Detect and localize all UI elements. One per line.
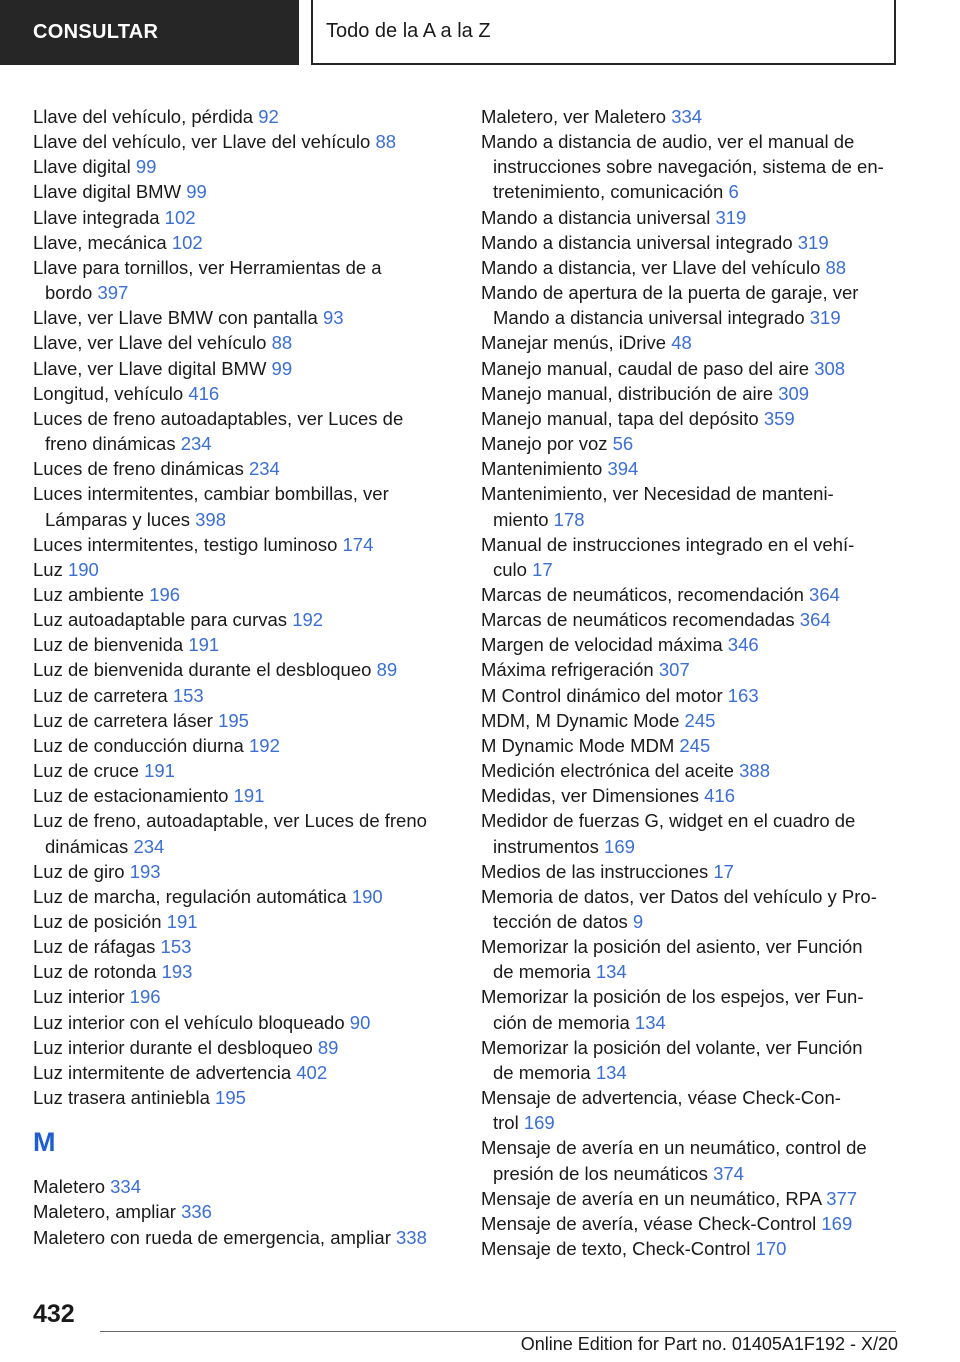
page-reference-link[interactable]: 397 bbox=[97, 282, 129, 304]
index-entry bbox=[33, 984, 453, 1009]
chapter-header bbox=[311, 0, 896, 65]
page-reference-link[interactable]: 134 bbox=[634, 1011, 666, 1033]
index-entry bbox=[481, 708, 906, 733]
page-reference-link[interactable]: 359 bbox=[763, 407, 795, 429]
index-entry bbox=[33, 1174, 453, 1199]
index-entry bbox=[481, 406, 906, 431]
index-entry bbox=[481, 934, 906, 984]
index-entry-text: Luz de cruce bbox=[33, 760, 139, 782]
index-entry-text: Mensaje de avería en un neumático, RPA bbox=[481, 1187, 822, 1209]
page-reference-link[interactable]: 191 bbox=[144, 760, 175, 782]
index-entry bbox=[481, 859, 906, 884]
index-entry bbox=[33, 179, 453, 204]
index-entry-text: Margen de velocidad máxima bbox=[481, 634, 723, 656]
page-reference-link[interactable]: 319 bbox=[797, 231, 829, 253]
index-entry-text: trol bbox=[493, 1112, 519, 1134]
index-entry-text: Mando a distancia universal bbox=[481, 206, 711, 228]
index-entry-text: Máxima refrigeración bbox=[481, 659, 654, 681]
page-reference-link[interactable]: 196 bbox=[149, 583, 181, 605]
page-reference-link[interactable]: 319 bbox=[809, 307, 841, 329]
index-entry-text: Memorizar la posición del asiento, ver Función bbox=[481, 936, 863, 958]
index-entry bbox=[33, 632, 453, 657]
index-entry bbox=[33, 154, 453, 179]
page-reference-link[interactable]: 346 bbox=[727, 634, 759, 656]
index-entry-text: Manejar menús, iDrive bbox=[481, 332, 667, 354]
index-entry-text: Marcas de neumáticos recomendadas bbox=[481, 609, 795, 631]
index-entry-text: bordo bbox=[45, 282, 93, 304]
index-entry-text: Llave, mecánica bbox=[33, 231, 167, 253]
index-entry-text: Luz de bienvenida bbox=[33, 634, 184, 656]
index-entry bbox=[481, 657, 906, 682]
index-entry-text: Marcas de neumáticos, recomendación bbox=[481, 583, 804, 605]
index-entry bbox=[33, 959, 453, 984]
page-reference-link[interactable]: 191 bbox=[188, 634, 220, 656]
index-entry-text: Llave, ver Llave digital BMW bbox=[33, 357, 267, 379]
index-entry-text: miento bbox=[493, 508, 549, 530]
index-entry bbox=[481, 1035, 906, 1085]
index-entry-text: Luz bbox=[33, 558, 63, 580]
index-entry bbox=[481, 607, 906, 632]
page-reference-link[interactable]: 134 bbox=[595, 961, 627, 983]
page-reference-link[interactable]: 319 bbox=[715, 206, 747, 228]
index-entry bbox=[33, 708, 453, 733]
index-entry bbox=[33, 406, 453, 456]
index-entry bbox=[481, 733, 906, 758]
page-reference-link[interactable]: 416 bbox=[188, 382, 220, 404]
index-entry-text: Mensaje de avería en un neumático, control de bbox=[481, 1137, 867, 1159]
index-entry-text: Llave del vehículo, pérdida bbox=[33, 106, 254, 127]
page-reference-link[interactable]: 192 bbox=[249, 734, 280, 756]
index-entry-text: Luces de freno autoadaptables, ver Luces de bbox=[33, 407, 404, 429]
index-entry-text: Maletero, ampliar bbox=[33, 1201, 176, 1223]
index-entry-text: Luz de bienvenida durante el desbloqueo bbox=[33, 659, 372, 681]
index-entry bbox=[33, 909, 453, 934]
index-entry bbox=[33, 230, 453, 255]
index-entry-text: Luz ambiente bbox=[33, 583, 145, 605]
index-entry-text: Luz de carretera láser bbox=[33, 709, 213, 731]
page-reference-link[interactable]: 196 bbox=[129, 986, 161, 1008]
index-entry bbox=[33, 1060, 453, 1085]
index-entry bbox=[33, 733, 453, 758]
page-reference-link[interactable]: 334 bbox=[671, 106, 703, 127]
index-entry bbox=[481, 205, 906, 230]
page-reference-link[interactable]: 416 bbox=[704, 785, 735, 807]
page-reference-link[interactable]: 89 bbox=[376, 659, 398, 681]
index-entry-text: Lámparas y luces bbox=[45, 508, 190, 530]
index-entry-text: Luz de freno, autoadaptable, ver Luces de freno bbox=[33, 810, 427, 832]
index-entry bbox=[481, 1186, 906, 1211]
page-reference-link[interactable]: 17 bbox=[532, 558, 553, 580]
index-entry-text: Llave, ver Llave del vehículo bbox=[33, 332, 267, 354]
page-reference-link[interactable]: 170 bbox=[755, 1238, 787, 1260]
index-entry-text: Mando a distancia, ver Llave del vehículo bbox=[481, 256, 821, 278]
index-entry bbox=[481, 632, 906, 657]
index-entry bbox=[33, 884, 453, 909]
index-entry-text: Luz de estacionamiento bbox=[33, 785, 229, 807]
page-reference-link[interactable]: 336 bbox=[181, 1201, 212, 1223]
index-entry-text: Mantenimiento bbox=[481, 458, 603, 480]
index-entry-text: Manual de instrucciones integrado en el vehí- bbox=[481, 533, 855, 555]
index-entry-text: Memoria de datos, ver Datos del vehículo y Pro- bbox=[481, 885, 877, 907]
index-entry bbox=[481, 330, 906, 355]
index-entry bbox=[33, 859, 453, 884]
page-reference-link[interactable]: 88 bbox=[271, 332, 293, 354]
page-reference-link[interactable]: 134 bbox=[595, 1061, 627, 1083]
index-entry bbox=[33, 758, 453, 783]
page-reference-link[interactable]: 174 bbox=[342, 533, 374, 555]
footer-divider bbox=[100, 1331, 896, 1332]
index-entry bbox=[481, 230, 906, 255]
index-entry bbox=[33, 1199, 453, 1224]
index-entry-text: Luces intermitentes, cambiar bombillas, ver bbox=[33, 483, 389, 505]
index-entry-text: Longitud, vehículo bbox=[33, 382, 184, 404]
index-entry bbox=[481, 758, 906, 783]
index-entry bbox=[33, 532, 453, 557]
page-reference-link[interactable]: 364 bbox=[809, 583, 840, 605]
page-reference-link[interactable]: 9 bbox=[632, 911, 644, 932]
index-entry bbox=[481, 783, 906, 808]
index-entry-text: Luz de posición bbox=[33, 911, 162, 932]
index-entry-text: Manejo manual, caudal de paso del aire bbox=[481, 357, 810, 379]
chapter-title: Todo de la A a la Z bbox=[326, 20, 491, 42]
index-entry bbox=[481, 1085, 906, 1135]
index-entry-text: Luz de ráfagas bbox=[33, 936, 156, 958]
index-entry bbox=[481, 280, 906, 330]
index-entry-text: Luz interior durante el desbloqueo bbox=[33, 1036, 313, 1058]
index-entry bbox=[481, 431, 906, 456]
page-reference-link[interactable]: 89 bbox=[317, 1036, 339, 1058]
index-entry-text: Mensaje de advertencia, véase Check-Con- bbox=[481, 1087, 841, 1109]
index-entry-text: Mando a distancia universal integrado bbox=[481, 231, 793, 253]
index-entry-text: ción de memoria bbox=[493, 1011, 630, 1033]
index-entry bbox=[481, 1236, 906, 1261]
index-entry bbox=[33, 104, 453, 129]
page-reference-link[interactable]: 245 bbox=[684, 709, 716, 731]
page-reference-link[interactable]: 398 bbox=[195, 508, 226, 530]
index-entry-text: Mando a distancia universal integrado bbox=[493, 307, 805, 329]
page-reference-link[interactable]: 402 bbox=[296, 1061, 328, 1083]
index-entry-text: Luz de conducción diurna bbox=[33, 734, 244, 756]
index-entry bbox=[33, 1085, 453, 1110]
index-entry bbox=[33, 456, 453, 481]
page-reference-link[interactable]: 153 bbox=[172, 684, 204, 706]
index-entry bbox=[481, 532, 906, 582]
page-reference-link[interactable]: 102 bbox=[164, 206, 196, 228]
index-column-right bbox=[481, 104, 906, 1261]
index-entry-text: M Control dinámico del motor bbox=[481, 684, 723, 706]
index-entry bbox=[33, 783, 453, 808]
index-entry-text: de memoria bbox=[493, 1061, 591, 1083]
index-entry bbox=[33, 582, 453, 607]
index-entry bbox=[33, 1035, 453, 1060]
index-entry-text: instrucciones sobre navegación, sistema de en- bbox=[493, 156, 884, 178]
index-entry-text: tección de datos bbox=[493, 911, 628, 932]
page-reference-link[interactable]: 234 bbox=[133, 835, 165, 857]
index-entry bbox=[481, 984, 906, 1034]
index-entry bbox=[481, 381, 906, 406]
page-reference-link[interactable]: 193 bbox=[161, 961, 193, 983]
index-entry bbox=[33, 683, 453, 708]
index-entry bbox=[481, 104, 906, 129]
index-entry-text: Mensaje de texto, Check-Control bbox=[481, 1238, 751, 1260]
index-entry-text: Manejo manual, tapa del depósito bbox=[481, 407, 759, 429]
page-reference-link[interactable]: 374 bbox=[713, 1162, 744, 1184]
index-entry-text: M Dynamic Mode MDM bbox=[481, 734, 675, 756]
index-entry bbox=[481, 255, 906, 280]
page-reference-link[interactable]: 93 bbox=[322, 307, 344, 329]
index-entry bbox=[33, 607, 453, 632]
index-entry-text: culo bbox=[493, 558, 527, 580]
index-entry-text: Luz autoadaptable para curvas bbox=[33, 609, 288, 631]
index-entry-text: Memorizar la posición de los espejos, ver Fun- bbox=[481, 986, 864, 1008]
index-entry bbox=[33, 205, 453, 230]
page-number: 432 bbox=[33, 1300, 75, 1328]
index-entry-text: Medidor de fuerzas G, widget en el cuadro de bbox=[481, 810, 856, 832]
index-entry bbox=[481, 356, 906, 381]
index-entry-text: Medición electrónica del aceite bbox=[481, 760, 734, 782]
index-entry-text: Llave para tornillos, ver Herramientas de a bbox=[33, 256, 382, 278]
index-entry-text: Llave digital BMW bbox=[33, 181, 182, 203]
index-entry-text: Luz interior con el vehículo bloqueado bbox=[33, 1011, 345, 1033]
index-entry-text: Llave, ver Llave BMW con pantalla bbox=[33, 307, 318, 329]
page-reference-link[interactable]: 163 bbox=[727, 684, 759, 706]
index-entry bbox=[33, 356, 453, 381]
index-entry-text: Luz de rotonda bbox=[33, 961, 157, 983]
index-entry-text: Mantenimiento, ver Necesidad de manteni- bbox=[481, 483, 834, 505]
page-reference-link[interactable]: 377 bbox=[826, 1187, 858, 1209]
index-entry bbox=[481, 1135, 906, 1185]
page-reference-link[interactable]: 17 bbox=[713, 860, 734, 882]
page-reference-link[interactable]: 102 bbox=[171, 231, 203, 253]
page-reference-link[interactable]: 92 bbox=[258, 106, 279, 127]
index-entry-text: Luz intermitente de advertencia bbox=[33, 1061, 292, 1083]
page-reference-link[interactable]: 88 bbox=[825, 256, 847, 278]
index-entry-text: Manejo por voz bbox=[481, 433, 608, 455]
index-entry-text: Luz de giro bbox=[33, 860, 125, 882]
index-entry-text: Maletero bbox=[33, 1176, 105, 1198]
index-letter-heading: M bbox=[33, 1127, 56, 1158]
index-column-left bbox=[33, 104, 453, 1250]
index-entry bbox=[33, 255, 453, 305]
page-reference-link[interactable]: 178 bbox=[553, 508, 585, 530]
index-entry bbox=[33, 657, 453, 682]
index-entry-text: Medidas, ver Dimensiones bbox=[481, 785, 699, 807]
index-entry-text: Mando de apertura de la puerta de garaje, ver bbox=[481, 282, 859, 304]
index-entry-text: Luz de marcha, regulación automática bbox=[33, 885, 347, 907]
index-entry-text: tretenimiento, comunicación bbox=[493, 181, 724, 203]
page-reference-link[interactable]: 192 bbox=[292, 609, 324, 631]
index-entry bbox=[481, 481, 906, 531]
page-reference-link[interactable]: 394 bbox=[607, 458, 639, 480]
index-entry-text: Maletero, ver Maletero bbox=[481, 106, 667, 127]
index-entry bbox=[481, 129, 906, 204]
index-entry bbox=[33, 934, 453, 959]
edition-footer: Online Edition for Part no. 01405A1F192 - X/20 bbox=[520, 1334, 898, 1354]
index-entry-text: Manejo manual, distribución de aire bbox=[481, 382, 774, 404]
index-entry bbox=[481, 683, 906, 708]
page-reference-link[interactable]: 364 bbox=[799, 609, 831, 631]
index-entry-text: instrumentos bbox=[493, 835, 599, 857]
page-reference-link[interactable]: 388 bbox=[739, 760, 770, 782]
index-entry-text: Medios de las instrucciones bbox=[481, 860, 709, 882]
index-entry bbox=[481, 1211, 906, 1236]
index-entry-text: presión de los neumáticos bbox=[493, 1162, 708, 1184]
page-reference-link[interactable]: 309 bbox=[778, 382, 810, 404]
index-entry-text: Mensaje de avería, véase Check-Control bbox=[481, 1212, 817, 1234]
index-entry bbox=[33, 808, 453, 858]
section-tab bbox=[0, 0, 299, 65]
page-reference-link[interactable]: 195 bbox=[215, 1087, 246, 1109]
page-reference-link[interactable]: 193 bbox=[129, 860, 161, 882]
index-entry-text: de memoria bbox=[493, 961, 591, 983]
index-entry-text: freno dinámicas bbox=[45, 433, 176, 455]
index-entry-text: Luz trasera antiniebla bbox=[33, 1087, 210, 1109]
page-reference-link[interactable]: 56 bbox=[612, 433, 634, 455]
page-reference-link[interactable]: 6 bbox=[728, 181, 739, 203]
page-reference-link[interactable]: 48 bbox=[671, 332, 692, 354]
index-entry bbox=[33, 305, 453, 330]
page-reference-link[interactable]: 308 bbox=[814, 357, 846, 379]
page-reference-link[interactable]: 153 bbox=[160, 936, 192, 958]
page-reference-link[interactable]: 195 bbox=[218, 709, 249, 731]
page-reference-link[interactable]: 90 bbox=[349, 1011, 371, 1033]
page-reference-link[interactable]: 245 bbox=[679, 734, 711, 756]
section-label: CONSULTAR bbox=[33, 21, 159, 43]
page-reference-link[interactable]: 234 bbox=[248, 458, 280, 480]
index-entry bbox=[33, 1010, 453, 1035]
page-reference-link[interactable]: 234 bbox=[180, 433, 212, 455]
page-reference-link[interactable]: 169 bbox=[523, 1112, 555, 1134]
index-entry-text: Luz de carretera bbox=[33, 684, 168, 706]
page-reference-link[interactable]: 338 bbox=[396, 1226, 427, 1248]
index-entry-text: Llave integrada bbox=[33, 206, 160, 228]
index-entry-text: Memorizar la posición del volante, ver Función bbox=[481, 1036, 863, 1058]
index-entry bbox=[481, 884, 906, 934]
index-entry bbox=[33, 381, 453, 406]
index-entry-text: Maletero con rueda de emergencia, ampliar bbox=[33, 1226, 391, 1248]
index-entry-text: Luces de freno dinámicas bbox=[33, 458, 244, 480]
index-entry bbox=[33, 557, 453, 582]
index-entry-text: Mando a distancia de audio, ver el manual de bbox=[481, 131, 855, 153]
index-entry bbox=[481, 456, 906, 481]
page-reference-link[interactable]: 88 bbox=[375, 131, 397, 153]
page-reference-link[interactable]: 307 bbox=[658, 659, 690, 681]
page-reference-link[interactable]: 99 bbox=[135, 156, 157, 178]
index-entry bbox=[33, 330, 453, 355]
index-entry-text: Luz interior bbox=[33, 986, 125, 1008]
page-reference-link[interactable]: 191 bbox=[233, 785, 265, 807]
index-entry bbox=[481, 582, 906, 607]
page-reference-link[interactable]: 99 bbox=[271, 357, 293, 379]
index-entry bbox=[481, 808, 906, 858]
index-entry bbox=[33, 481, 453, 531]
index-entry-text: dinámicas bbox=[45, 835, 129, 857]
page-reference-link[interactable]: 190 bbox=[351, 885, 383, 907]
index-entry-text: MDM, M Dynamic Mode bbox=[481, 709, 680, 731]
index-entry-text: Llave del vehículo, ver Llave del vehículo bbox=[33, 131, 371, 153]
page-reference-link[interactable]: 190 bbox=[67, 558, 99, 580]
page-reference-link[interactable]: 191 bbox=[166, 911, 198, 932]
index-entry bbox=[33, 1225, 453, 1250]
page-reference-link[interactable]: 334 bbox=[110, 1176, 141, 1198]
page-reference-link[interactable]: 169 bbox=[604, 835, 635, 857]
index-entry-text: Luces intermitentes, testigo luminoso bbox=[33, 533, 338, 555]
index-entry bbox=[33, 129, 453, 154]
index-entry-text: Llave digital bbox=[33, 156, 131, 178]
page-reference-link[interactable]: 169 bbox=[821, 1212, 853, 1234]
page-reference-link[interactable]: 99 bbox=[186, 181, 207, 203]
